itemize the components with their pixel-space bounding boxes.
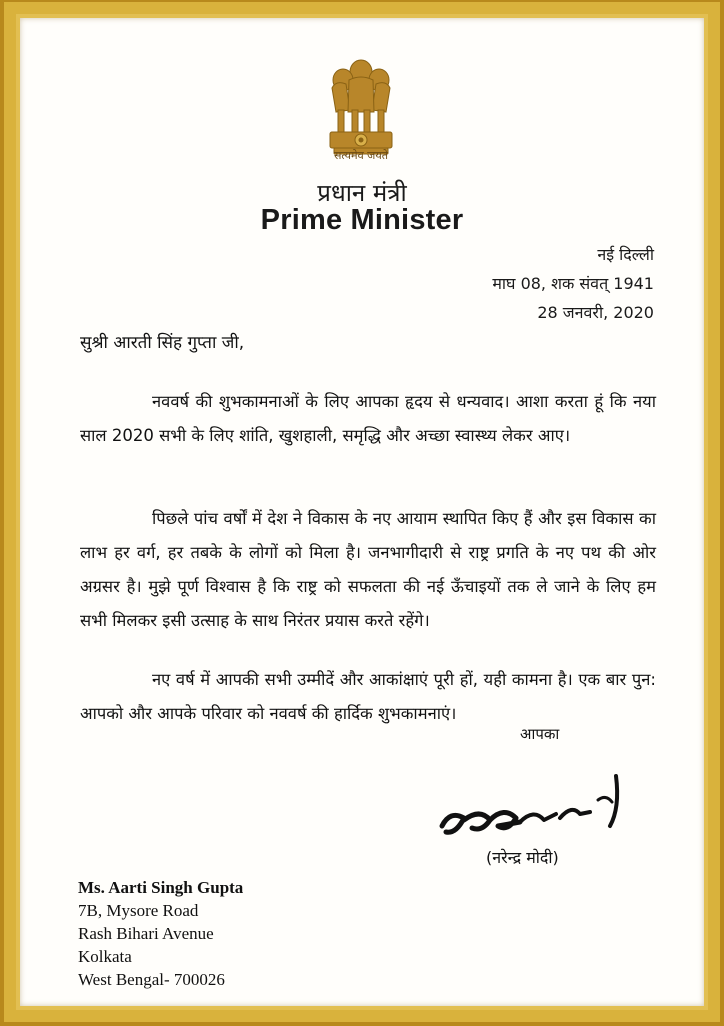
address-line-3: Kolkata xyxy=(78,947,132,966)
closing-phrase: आपका xyxy=(520,725,560,743)
date-saka: माघ 08, शक संवत् 1941 xyxy=(492,274,654,293)
office-title-hindi: प्रधान मंत्री xyxy=(317,179,407,207)
letter-paragraph-2: पिछले पांच वर्षों में देश ने विकास के नए आयाम स्थापित किए हैं और इस विकास का लाभ हर वर्ग, हर तबके के लोगों को मिला है। जनभागीदारी से राष्ट्र प्रगति के नए पथ की ओर अग्रसर है। मुझे पूर्ण विश्वास है कि राष्ट्र को सफलता की नई ऊँचाइयों तक ले जाने के लिए हम सभी मिलकर इसी उत्साह के साथ निरंतर प्रयास करते रहेंगे। xyxy=(80,508,656,630)
emblem-motto: सत्यमेव जयते xyxy=(333,149,388,162)
handwritten-signature xyxy=(420,748,650,858)
letter-paper xyxy=(20,18,704,1006)
address-line-4: West Bengal- 700026 xyxy=(78,970,225,989)
address-line-2: Rash Bihari Avenue xyxy=(78,924,214,943)
date-block xyxy=(492,240,654,327)
signatory-name: (नरेन्द्र मोदी) xyxy=(486,848,559,867)
address-line-1: 7B, Mysore Road xyxy=(78,901,199,920)
salutation: सुश्री आरती सिंह गुप्ता जी, xyxy=(80,333,245,353)
letter-paragraph-1: नववर्ष की शुभकामनाओं के लिए आपका हृदय से धन्यवाद। आशा करता हूं कि नया साल 2020 सभी के लिए शांति, खुशहाली, समृद्धि और अच्छा स्वास्थ्य लेकर आए। xyxy=(80,391,656,445)
letter-paragraph-3: नए वर्ष में आपकी सभी उम्मीदें और आकांक्षाएं पूरी हों, यही कामना है। एक बार पुन: आपको और आपके परिवार को नववर्ष की हार्दिक शुभकामनाएं। xyxy=(80,669,656,723)
recipient-address xyxy=(78,876,243,991)
office-title-english: Prime Minister xyxy=(260,204,464,236)
date-gregorian: 28 जनवरी, 2020 xyxy=(537,303,654,322)
date-place: नई दिल्ली xyxy=(597,245,654,264)
recipient-name: Ms. Aarti Singh Gupta xyxy=(78,878,244,897)
